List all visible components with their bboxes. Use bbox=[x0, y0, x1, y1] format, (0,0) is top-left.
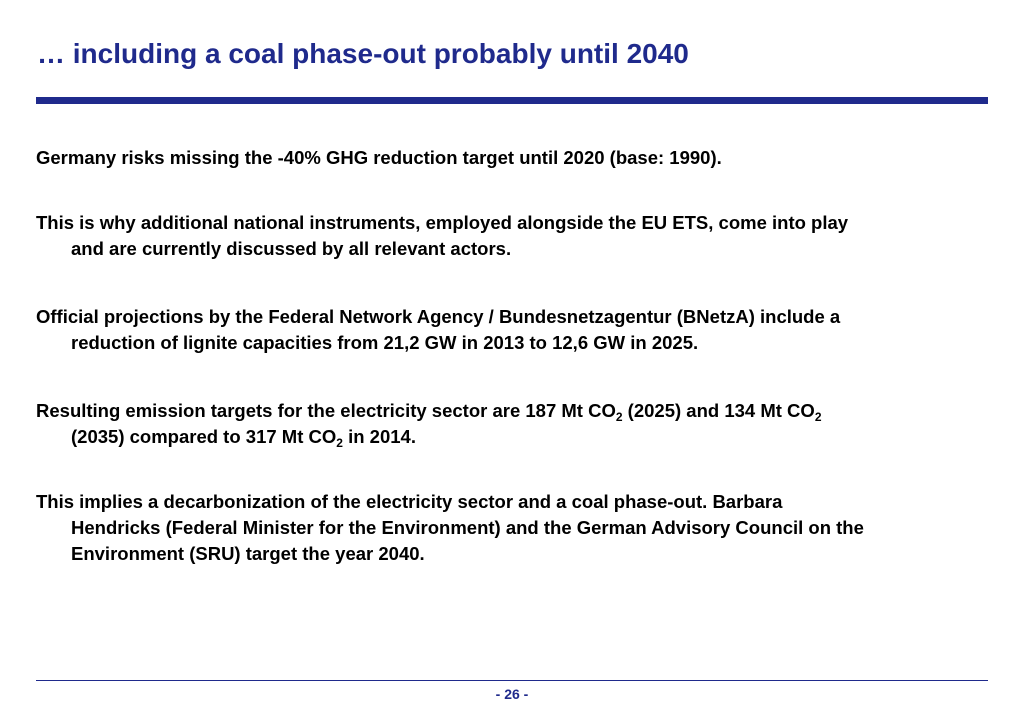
paragraph-line bbox=[36, 400, 822, 424]
text-fragment: in 2014. bbox=[342, 426, 416, 447]
text-fragment: Resulting emission targets for the electricity sector are 187 Mt CO bbox=[36, 400, 616, 421]
paragraph-line: Germany risks missing the -40% GHG reduction target until 2020 (base: 1990). bbox=[36, 147, 722, 168]
footer-divider bbox=[36, 680, 988, 681]
paragraph-line: Environment (SRU) target the year 2040. bbox=[71, 543, 425, 564]
paragraph-national-instruments bbox=[36, 210, 982, 262]
paragraph-line: reduction of lignite capacities from 21,2 GW in 2013 to 12,6 GW in 2025. bbox=[71, 332, 699, 353]
slide-title: … including a coal phase-out probably until 2040 bbox=[37, 38, 689, 69]
subscript: 2 bbox=[615, 410, 623, 424]
paragraph-line: and are currently discussed by all relevant actors. bbox=[71, 238, 512, 259]
paragraph-decarbonization bbox=[36, 489, 982, 567]
paragraph-ghg-target bbox=[36, 145, 982, 171]
subscript: 2 bbox=[336, 436, 343, 450]
paragraph-line: This implies a decarbonization of the electricity sector and a coal phase-out. Barbara bbox=[36, 491, 783, 512]
paragraph-line: Official projections by the Federal Network Agency / Bundesnetzagentur (BNetzA) include a bbox=[36, 306, 841, 327]
text-fragment: (2035) compared to 317 Mt CO bbox=[71, 426, 337, 447]
paragraph-bnetza-projections bbox=[36, 304, 982, 356]
paragraph-line: This is why additional national instruments, employed alongside the EU ETS, come into play bbox=[36, 212, 849, 233]
subscript: 2 bbox=[814, 410, 822, 424]
paragraph-line: Hendricks (Federal Minister for the Environment) and the German Advisory Council on the bbox=[71, 517, 864, 538]
paragraph-emission-targets bbox=[36, 398, 982, 450]
paragraph-line bbox=[36, 424, 982, 450]
page-number: - 26 - bbox=[495, 686, 529, 702]
title-divider bbox=[36, 97, 988, 104]
text-fragment: (2025) and 134 Mt CO bbox=[622, 400, 815, 421]
